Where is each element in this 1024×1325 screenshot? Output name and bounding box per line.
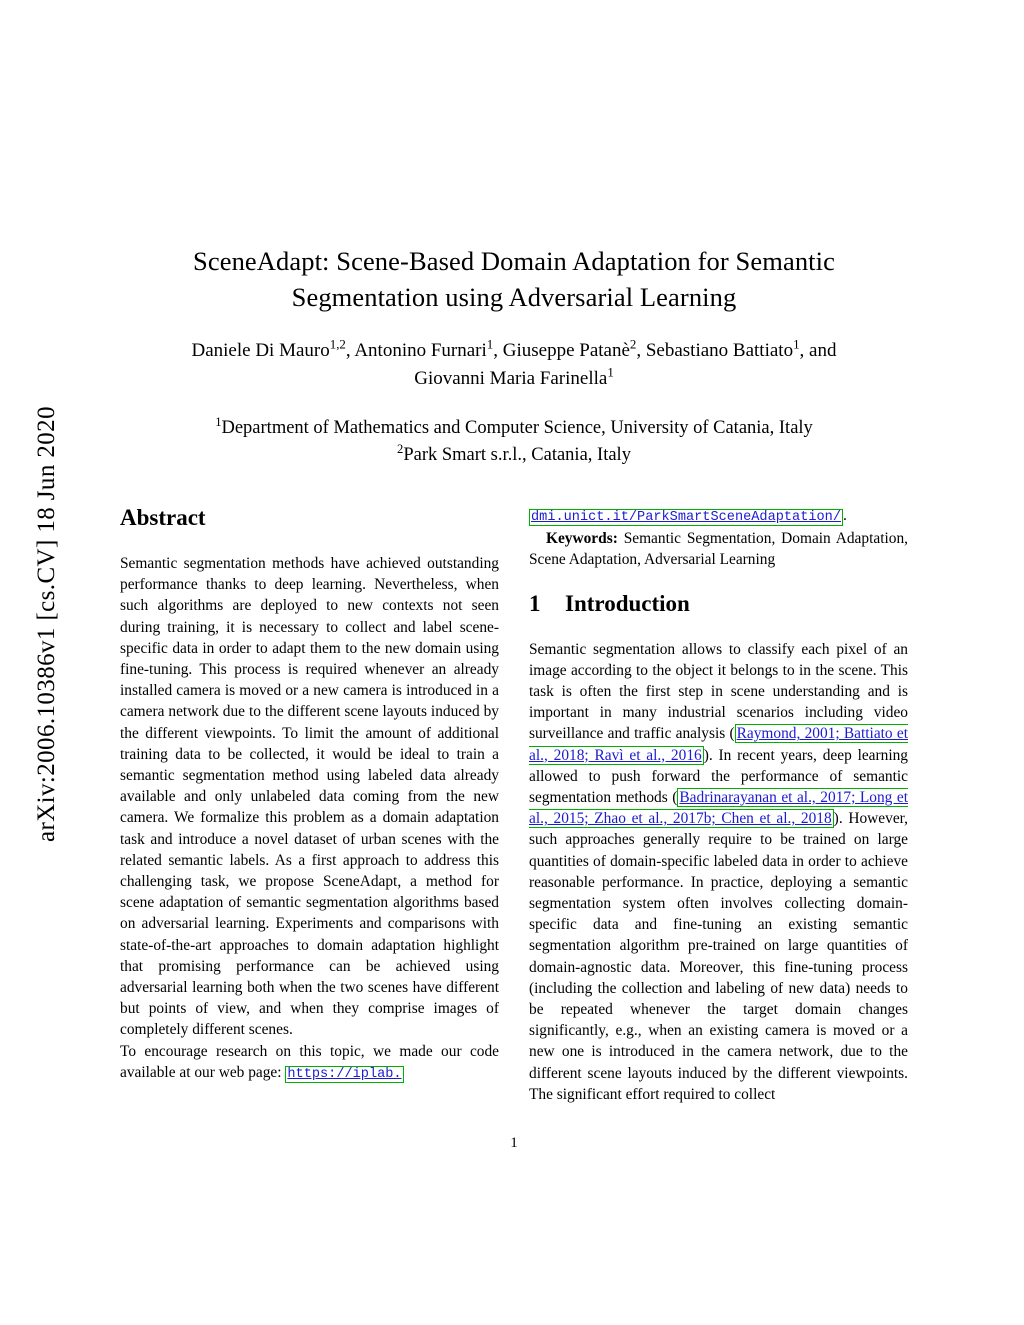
author-list: [120, 337, 908, 393]
section-number: 1: [529, 590, 541, 616]
keywords-text: Semantic Segmentation, Domain Adaptation, Scene Adaptation, Adversarial Learning: [529, 530, 908, 569]
two-column-body: [120, 505, 908, 1105]
affiliation-1: Department of Mathematics and Computer Science, University of Catania, Italy: [221, 418, 813, 438]
author-affil-marker: 1: [486, 336, 494, 352]
right-column-header-block: [529, 505, 908, 571]
author-affil-marker: 1: [793, 336, 800, 352]
intro-text-a: Semantic segmentation allows to classify each pixel of an image according to the object it belongs to in the scene. This task is often the first step in scene understanding and is important in many industrial scenarios including video surveillance and traffic analysis: [529, 640, 908, 743]
author-name: Daniele Di Mauro: [191, 340, 330, 361]
paper-page: [120, 0, 908, 1325]
citation-group-1[interactable]: Raymond, 2001; Battiato et al., 2018; Ravì et al., 2016: [529, 725, 908, 764]
keywords-line: [529, 528, 908, 570]
author-name: , Sebastiano Battiato: [636, 340, 794, 361]
affiliation-marker: 2: [397, 441, 404, 456]
intro-text-b: . In recent years, deep learning allowed to push forward the performance of semantic segmentation methods: [529, 746, 909, 807]
abstract-paragraph-1: Semantic segmentation methods have achieved outstanding performance thanks to deep learning. Nevertheless, when such algorithms are deployed to new contexts not seen during training, it is necessary to collect and label scene-specific data in order to adapt them to the new domain using fine-tuning. This process is required whenever an already installed camera is moved or a new camera is introduced in a camera network due to the different scene layouts induced by the different viewpoints. To limit the amount of additional training data to be collected, it would be ideal to train a semantic segmentation method using labeled data already available and only unlabeled data coming from the new camera. We formalize this problem as a domain adaptation task and introduce a novel dataset of urban scenes with the related semantic labels. As a first approach to address this challenging task, we propose SceneAdapt, a method for scene adaptation of semantic segmentation algorithms based on adversarial learning. Experiments and comparisons with state-of-the-art approaches to domain adaptation highlight that promising performance can be achieved using adversarial learning both when the two scenes have different but points of view, and when they comprise images of completely different scenes.: [120, 555, 499, 1039]
project-page-link-continuation-line: [529, 505, 908, 528]
abstract-paragraph-2: [120, 1041, 499, 1085]
page-title: [120, 243, 908, 315]
project-page-link[interactable]: https://iplab.: [287, 1066, 402, 1082]
project-page-link-continued[interactable]: dmi.unict.it/ParkSmartSceneAdaptation/: [531, 510, 841, 525]
author-affil-marker: 1,2: [329, 336, 346, 352]
author-name: , Antonino Furnari: [345, 340, 487, 361]
left-column: [120, 505, 499, 1105]
introduction-heading: [529, 591, 908, 617]
arxiv-identifier-stamp: arXiv:2006.10386v1 [cs.CV] 18 Jun 2020: [33, 406, 60, 843]
citation-group-2[interactable]: Badrinarayanan et al., 2017; Long et al., 2015; Zhao et al., 2017b; Chen et al., 2018: [529, 789, 908, 828]
section-title: Introduction: [565, 590, 690, 616]
author-name: Giovanni Maria Farinella: [414, 368, 608, 389]
keywords-label: Keywords:: [546, 530, 618, 548]
affiliation-list: [120, 415, 908, 469]
affiliation-2: Park Smart s.r.l., Catania, Italy: [403, 445, 631, 465]
author-affil-marker: 1: [607, 364, 614, 380]
page-number: 1: [510, 1135, 518, 1151]
title-line-1: SceneAdapt: Scene-Based Domain Adaptation for Semantic: [193, 246, 835, 276]
abstract-heading: Abstract: [120, 505, 206, 530]
author-list-conjunction: , and: [799, 340, 837, 361]
affiliation-marker: 1: [215, 414, 222, 429]
title-line-2: Segmentation using Adversarial Learning: [291, 282, 737, 312]
url-trailing-period: .: [843, 507, 847, 524]
author-affil-marker: 2: [629, 336, 637, 352]
abstract-code-intro: To encourage research on this topic, we made our code available at our web page:: [120, 1042, 499, 1081]
intro-text-c: . However, such approaches generally require to be trained on large quantities of domain-specific labeled data in order to achieve reasonable performance. In practice, deploying a semantic segmentation system often involves collecting domain-specific data and fine-tuning an existing semantic segmentation algorithm pre-trained on large quantities of domain-agnostic data. Moreover, this fine-tuning process (including the collection and labeling of new data) needs to be repeated whenever the target domain changes significantly, e.g., when an existing camera is moved or a new one is introduced in the camera network, due to the different scene layouts induced by the different viewpoints. The significant effort required to collect: [529, 810, 909, 1103]
introduction-paragraph-1: Semantic segmentation allows to classify each pixel of an image according to the object it belongs to in the scene. This task is often the first step in scene understanding and is important in many industrial scenarios including video surveillance and traffic analysis ( Raymond, 2001; Battiato et al., 2018; Ravì et al., 2016 ). In recent years, deep learning allowed to push forward the performance of semantic segmentation methods ( Badrinarayanan et al., 2017; Long et al., 2015; Zhao et al., 2017b; Chen et al., 2018 ). However, such approaches generally require to be trained on large quantities of domain-specific labeled data in order to achieve reasonable performance. In practice, deploying a semantic segmentation system often involves collecting domain-specific data and fine-tuning an existing semantic segmentation algorithm pre-trained on large quantities of domain-agnostic data. Moreover, this fine-tuning process (including the collection and labeling of new data) needs to be repeated whenever the target domain changes significantly, e.g., when an existing camera is moved or a new one is introduced in the camera network, due to the different scene layouts induced by the different viewpoints. The significant effort required to collect: [529, 640, 909, 1103]
right-column: [529, 505, 908, 1105]
author-name: , Giuseppe Patanè: [493, 340, 630, 361]
